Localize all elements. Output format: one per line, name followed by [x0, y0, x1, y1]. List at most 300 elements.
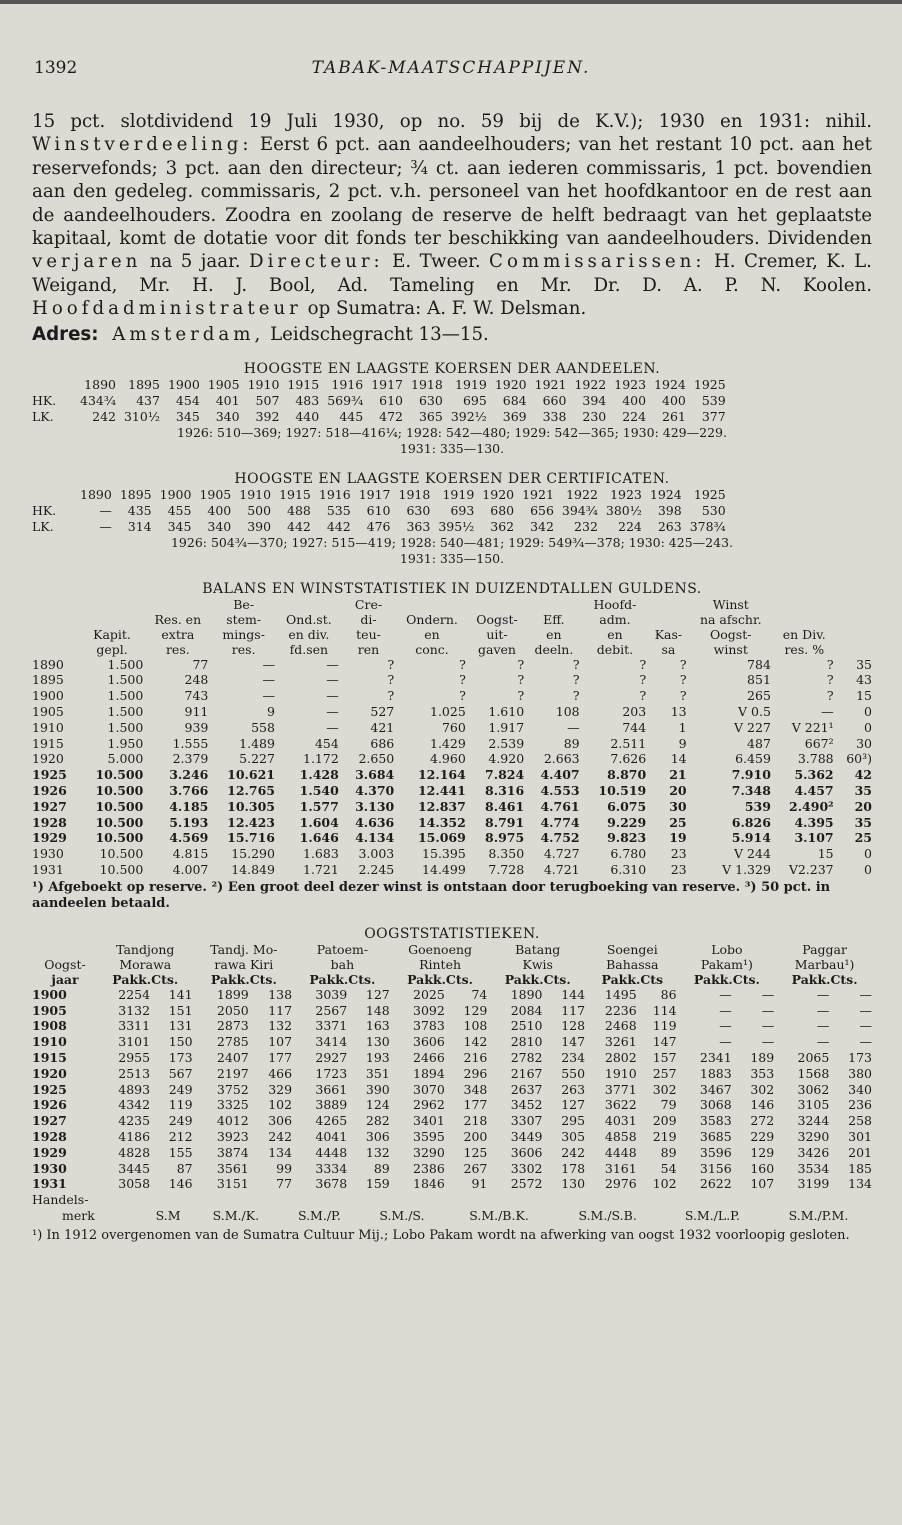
value-cell: 3414 [315, 1034, 348, 1050]
value-cell: 2637 [510, 1081, 543, 1097]
value-cell: 159 [365, 1176, 390, 1192]
value-cell: — [816, 986, 830, 1002]
value-cell: 1.500 [107, 656, 144, 672]
value-cell: 2802 [604, 1050, 637, 1065]
header-cell [524, 597, 579, 612]
lk-cell: 392½ [450, 408, 487, 424]
value-cell: 686 [370, 735, 395, 751]
value-cell: 454 [314, 735, 339, 751]
lk-cell: 261 [662, 408, 686, 424]
value-cell: 1846 [413, 1176, 445, 1192]
table-row [32, 767, 872, 783]
header-cell: Kas- [654, 626, 683, 642]
table-row [32, 503, 726, 519]
header-cell: jaar [51, 971, 79, 987]
table-row [32, 1003, 872, 1019]
table-row [32, 1082, 872, 1098]
value-cell: 14.352 [417, 814, 466, 830]
header-cell: Kapit. [93, 626, 131, 642]
year-cell: 1895 [32, 672, 64, 688]
value-cell: ? [572, 688, 580, 704]
header-cell: mings- [222, 626, 265, 642]
value-cell: 15.290 [231, 846, 275, 862]
value-cell: 30 [856, 735, 872, 751]
value-cell: 7.626 [610, 751, 647, 767]
value-cell: 7.824 [485, 767, 525, 783]
value-cell: 2.490² [789, 798, 834, 814]
value-cell: 117 [561, 1002, 586, 1018]
value-cell: 5.000 [107, 751, 144, 767]
year-cell: 1915 [32, 1050, 67, 1065]
value-cell: — [326, 672, 339, 688]
value-cell: 15.069 [417, 830, 466, 846]
value-cell: 2810 [510, 1034, 543, 1050]
value-cell: 125 [463, 1144, 488, 1160]
year-cell: 1916 [318, 486, 351, 502]
value-cell: 851 [747, 672, 771, 688]
value-cell: 4186 [118, 1128, 151, 1144]
value-cell: — [859, 986, 872, 1002]
table-row [32, 1145, 872, 1161]
value-cell: 3307 [510, 1113, 543, 1129]
value-cell: 2.379 [172, 751, 209, 767]
header-cell: Morawa [119, 956, 172, 972]
value-cell: 4342 [118, 1097, 151, 1113]
verjaren-label: verjaren [32, 251, 142, 273]
year-cell: 1923 [614, 376, 647, 392]
value-cell: 667² [804, 735, 834, 751]
value-cell: 744 [622, 719, 647, 735]
value-cell: 302 [652, 1081, 677, 1097]
koersen-certificaten-title: HOOGSTE EN LAAGSTE KOERSEN DER CERTIFICATEN. [234, 470, 670, 487]
value-cell: 193 [365, 1050, 390, 1065]
header-cell: res. % [784, 641, 825, 657]
value-cell: ? [517, 656, 525, 672]
value-cell: V 244 [734, 846, 771, 862]
koersen-certificaten-table [32, 487, 726, 535]
year-cell: 1915 [287, 376, 320, 392]
winstverdeeling-text: Eerst 6 pct. aan aandeelhouders; van het restant 10 pct. aan het reservefonds; 3 pct. aan den directeur; ¾ ct. aan iederen commissaris, 1 pct. bovendien aan den gedeleg. commissaris, 2 pct. v.h. personeel van het hoofdkantoor en de rest aan de aandeelhouders. Zoodra en zoolang de reserve de helft bedraagt van het geplaatste kapitaal, komt de dotatie voor dit fonds ter beschikking van aandeelhouders. Dividenden [32, 134, 872, 250]
value-cell: 3105 [797, 1097, 830, 1113]
value-cell: 42 [854, 767, 872, 783]
value-cell: 421 [370, 719, 395, 735]
value-cell: 142 [463, 1034, 488, 1050]
header-row [32, 597, 872, 612]
value-cell: — [326, 704, 339, 720]
header-cell: Cre- [354, 596, 383, 612]
year-cell: 1922 [574, 376, 607, 392]
value-cell: 7.910 [731, 767, 771, 783]
lk-label: LK. [32, 408, 54, 424]
value-cell: 234 [561, 1050, 586, 1065]
header-cell: Oogst- [710, 626, 752, 642]
hk-cell: 535 [326, 502, 351, 518]
hk-cell: 455 [167, 502, 192, 518]
value-cell: 2065 [797, 1050, 830, 1065]
value-cell: 0 [864, 846, 872, 862]
year-cell: 1926 [32, 783, 67, 799]
address-label: Adres: [32, 323, 99, 345]
value-cell: 3874 [216, 1144, 249, 1160]
value-cell: 2468 [604, 1018, 637, 1034]
koersen-aandeelen-title: HOOGSTE EN LAAGSTE KOERSEN DER AANDEELEN. [243, 360, 661, 377]
value-cell: 3606 [510, 1144, 543, 1160]
hk-cell: 400 [662, 392, 686, 408]
value-cell: 939 [184, 719, 209, 735]
value-cell: 1.428 [299, 767, 339, 783]
table-row [32, 720, 872, 736]
value-cell: ? [459, 688, 466, 704]
value-cell: 10.500 [99, 862, 144, 878]
year-cell: 1925 [32, 1081, 67, 1097]
value-cell: 4.752 [540, 830, 580, 846]
handelsmerk-cell: S.M./P. [297, 1207, 341, 1223]
value-cell: 2236 [604, 1002, 637, 1018]
value-cell: 2.663 [543, 751, 580, 767]
company-description [32, 110, 872, 321]
year-cell: 1900 [159, 486, 192, 502]
header-cell [275, 597, 339, 612]
value-cell: 3771 [604, 1081, 637, 1097]
header-cell [143, 597, 208, 612]
header-row [32, 642, 872, 657]
value-cell: 1894 [413, 1065, 445, 1081]
value-cell: 177 [463, 1097, 488, 1113]
value-cell: 79 [660, 1097, 677, 1113]
value-cell: 10.500 [99, 846, 144, 862]
koersen-aandeelen-extra-2: 1931: 335—130. [399, 440, 505, 456]
header-cell: stem- [226, 611, 262, 627]
value-cell: 3070 [413, 1081, 445, 1097]
table-row [32, 1097, 872, 1113]
value-cell: 15.716 [227, 830, 275, 846]
header-cell [77, 597, 144, 612]
hk-cell: 435 [127, 502, 152, 518]
value-cell: 4828 [118, 1144, 151, 1160]
value-cell: 2510 [510, 1018, 543, 1034]
value-cell: 173 [848, 1050, 872, 1065]
lk-cell: 340 [215, 408, 240, 424]
value-cell: 6.075 [607, 798, 647, 814]
value-cell: — [262, 672, 275, 688]
header-cell [32, 612, 77, 627]
value-cell: ? [572, 656, 580, 672]
table-row [32, 409, 726, 425]
value-cell: 3058 [118, 1176, 151, 1192]
lk-cell: 242 [92, 408, 116, 424]
commissarissen-label: Commissarissen: [489, 251, 706, 273]
value-cell: 4.815 [172, 846, 209, 862]
value-cell: 1.025 [430, 704, 466, 720]
oogst-footnote: ¹) In 1912 overgenomen van de Sumatra Cultuur Mij.; Lobo Pakam wordt na afwerking van oogst 1932 voorloopig gesloten. [32, 1227, 850, 1243]
value-cell: 14 [670, 751, 687, 767]
value-cell: 743 [184, 688, 209, 704]
value-cell: ? [679, 688, 687, 704]
value-cell: 2962 [413, 1097, 445, 1113]
value-cell: 3290 [413, 1144, 445, 1160]
value-cell: 91 [471, 1176, 488, 1192]
value-cell: 550 [561, 1065, 586, 1081]
header-cell: en [424, 626, 440, 642]
hk-cell: 684 [502, 392, 527, 408]
hk-cell: 394¾ [561, 502, 598, 518]
value-cell: 147 [561, 1034, 586, 1050]
lk-cell: 472 [379, 408, 404, 424]
value-cell: 8.350 [488, 846, 525, 862]
value-cell: 4.457 [794, 783, 834, 799]
year-cell: 1930 [32, 846, 64, 862]
value-cell: 2167 [510, 1065, 543, 1081]
handelsmerk-table [32, 1192, 872, 1224]
value-cell: — [816, 1034, 830, 1050]
value-cell: — [821, 704, 834, 720]
year-cell: 1919 [455, 376, 487, 392]
hk-cell: 400 [207, 502, 232, 518]
value-cell: — [859, 1018, 872, 1034]
value-cell: ? [572, 672, 580, 688]
value-cell: 2976 [604, 1176, 637, 1192]
value-cell: 14.499 [422, 862, 466, 878]
value-cell: 3161 [604, 1160, 637, 1176]
koersen-aandeelen-extra-1: 1926: 510—369; 1927: 518—416¼; 1928: 542—480; 1929: 542—365; 1930: 429—229. [177, 424, 727, 440]
year-cell: 1920 [32, 1065, 67, 1081]
lk-label: LK. [32, 518, 54, 534]
table-row [32, 987, 872, 1003]
handelsmerk-cell: S.M./P.M. [788, 1207, 849, 1223]
value-cell: 2.539 [488, 735, 525, 751]
value-cell: — [326, 719, 339, 735]
year-cell: 1910 [32, 1034, 67, 1050]
lk-cell: 363 [406, 518, 431, 534]
value-cell: 1723 [315, 1065, 348, 1081]
year-cell: 1890 [80, 486, 112, 502]
table-row [32, 672, 872, 688]
year-cell: 1905 [32, 1002, 67, 1018]
header-cell: gepl. [96, 641, 128, 657]
value-cell: 9.823 [607, 830, 647, 846]
hk-cell: 437 [136, 392, 160, 408]
value-cell: 4031 [604, 1113, 637, 1129]
lk-cell: 340 [207, 518, 232, 534]
lk-cell: 338 [542, 408, 567, 424]
year-cell: 1922 [566, 486, 598, 502]
value-cell: 301 [848, 1128, 872, 1144]
koersen-certificaten-extra-1: 1926: 504¾—370; 1927: 515—419; 1928: 540—481; 1929: 549¾—378; 1930: 425—243. [170, 534, 733, 550]
header-cell [32, 597, 77, 612]
value-cell: 10.621 [227, 767, 275, 783]
year-cell: 1920 [482, 486, 515, 502]
year-cell: 1890 [84, 376, 116, 392]
value-cell: 189 [750, 1050, 775, 1065]
value-cell: 487 [747, 735, 771, 751]
value-cell: 216 [463, 1050, 488, 1065]
value-cell: 229 [750, 1128, 775, 1144]
lk-cell: 365 [418, 408, 443, 424]
header-cell: Winst [712, 596, 749, 612]
value-cell: 2785 [216, 1034, 249, 1050]
value-cell: 1890 [510, 986, 543, 1002]
year-cell: 1895 [128, 376, 160, 392]
balans-footnote: ¹) Afgeboekt op reserve. ²) Een groot deel dezer winst is ontstaan door terugboeking van reserve. ³) 50 pct. in aandeelen betaald. [32, 879, 831, 911]
header-cell: Res. en [154, 611, 202, 627]
hk-cell: 380½ [605, 502, 642, 518]
value-cell: 10.500 [95, 767, 144, 783]
lk-cell: 476 [366, 518, 391, 534]
value-cell: 3.788 [797, 751, 834, 767]
value-cell: 272 [750, 1113, 775, 1129]
value-cell: 1.500 [107, 704, 144, 720]
value-cell: 3311 [118, 1018, 151, 1034]
header-cell: conc. [415, 641, 449, 657]
table-row [32, 1176, 872, 1192]
year-cell: 1910 [247, 376, 280, 392]
header-cell: gaven [478, 641, 516, 657]
hk-cell: 610 [379, 392, 404, 408]
value-cell: 128 [561, 1018, 586, 1034]
lk-cell: 442 [326, 518, 351, 534]
header-cell: en Div. [782, 626, 826, 642]
value-cell: 219 [652, 1128, 677, 1144]
lk-cell: 395½ [438, 518, 475, 534]
value-cell: 2955 [118, 1050, 151, 1065]
table-row [32, 799, 872, 815]
value-cell: 353 [750, 1065, 775, 1081]
value-cell: V 221¹ [791, 719, 834, 735]
header-cell [394, 597, 466, 612]
value-cell: 1.172 [303, 751, 339, 767]
header-cell: Pakk.Cts. [112, 971, 179, 987]
header-cell: Batang [515, 941, 561, 957]
lk-cell: 345 [167, 518, 192, 534]
table-row [32, 657, 872, 673]
value-cell: 148 [365, 1002, 390, 1018]
value-cell: 102 [268, 1097, 293, 1113]
year-cell: 1928 [32, 814, 67, 830]
year-cell: 1924 [649, 486, 682, 502]
value-cell: 3596 [699, 1144, 732, 1160]
value-cell: 5.914 [731, 830, 771, 846]
header-cell [32, 627, 77, 642]
value-cell: — [761, 1002, 775, 1018]
hoofdadministrateur-label: Hoofdadministrateur [32, 298, 302, 320]
year-cell: 1918 [398, 486, 431, 502]
hk-cell: 394 [582, 392, 607, 408]
header-cell [771, 612, 834, 627]
value-cell: 305 [561, 1128, 586, 1144]
hk-cell: 660 [542, 392, 567, 408]
header-cell [77, 612, 144, 627]
value-cell: 89 [660, 1144, 677, 1160]
value-cell: 3561 [216, 1160, 249, 1176]
value-cell: 1.500 [107, 672, 144, 688]
table-row [32, 736, 872, 752]
value-cell: 4.395 [794, 814, 834, 830]
value-cell: 3199 [797, 1176, 830, 1192]
value-cell: 150 [168, 1034, 193, 1050]
table-row [32, 393, 726, 409]
value-cell: 4893 [118, 1081, 151, 1097]
header-cell [32, 642, 77, 657]
value-cell: 295 [561, 1113, 586, 1129]
value-cell: 146 [750, 1097, 775, 1113]
value-cell: 263 [561, 1081, 586, 1097]
header-cell: fd.sen [289, 641, 329, 657]
value-cell: — [859, 1034, 872, 1050]
lk-cell: 362 [490, 518, 515, 534]
value-cell: 23 [670, 862, 687, 878]
value-cell: 1910 [604, 1065, 637, 1081]
header-cell: res. [165, 641, 190, 657]
value-cell: 127 [561, 1097, 586, 1113]
value-cell: — [719, 986, 732, 1002]
value-cell: — [859, 1002, 872, 1018]
value-cell: 1.950 [107, 735, 144, 751]
year-cell: 1917 [358, 486, 391, 502]
value-cell: 340 [848, 1081, 872, 1097]
handelsmerk-cell: S.M./S. [379, 1207, 425, 1223]
handelsmerk-cell: S.M./B.K. [469, 1207, 529, 1223]
value-cell: 74 [471, 986, 488, 1002]
value-cell: V2.237 [788, 862, 834, 878]
header-cell [646, 597, 686, 612]
value-cell: 10.500 [95, 798, 144, 814]
value-cell: 35 [854, 814, 872, 830]
value-cell: 2341 [699, 1050, 732, 1065]
value-cell: 2.511 [610, 735, 647, 751]
lk-cell: 232 [574, 518, 598, 534]
header-cell: Kwis [522, 956, 553, 972]
value-cell: 178 [561, 1160, 586, 1176]
value-cell: 130 [561, 1176, 586, 1192]
value-cell: 130 [365, 1034, 390, 1050]
value-cell: 3290 [797, 1128, 830, 1144]
value-cell: 134 [848, 1176, 872, 1192]
balans-table [32, 597, 872, 878]
header-cell: adm. [599, 611, 631, 627]
value-cell: 3334 [315, 1160, 348, 1176]
header-cell: Ond.st. [286, 611, 332, 627]
year-cell: 1900 [32, 986, 67, 1002]
year-cell: 1908 [32, 1018, 67, 1034]
hk-cell: 400 [622, 392, 647, 408]
value-cell: 5.193 [169, 814, 209, 830]
header-cell: Tandjong [116, 941, 175, 957]
value-cell: 108 [463, 1018, 488, 1034]
value-cell: 2873 [216, 1018, 249, 1034]
value-cell: 20 [669, 783, 687, 799]
table-row [32, 1192, 872, 1208]
header-cell: Soengei [606, 941, 658, 957]
hk-label: HK. [32, 502, 57, 518]
value-cell: 348 [463, 1081, 488, 1097]
value-cell: 3068 [699, 1097, 732, 1113]
value-cell: — [719, 1018, 732, 1034]
value-cell: 249 [168, 1113, 193, 1129]
value-cell: 2254 [118, 986, 151, 1002]
table-row [32, 846, 872, 862]
value-cell: 15 [817, 846, 834, 862]
year-cell: 1890 [32, 656, 64, 672]
year-cell: 1910 [239, 486, 272, 502]
table-row [32, 1018, 872, 1034]
value-cell: — [326, 688, 339, 704]
header-cell: Hoofd- [593, 596, 637, 612]
value-cell: 87 [176, 1160, 193, 1176]
value-cell: 1.500 [107, 688, 144, 704]
value-cell: 296 [463, 1065, 488, 1081]
lk-cell: 314 [127, 518, 152, 534]
value-cell: 12.765 [227, 783, 275, 799]
